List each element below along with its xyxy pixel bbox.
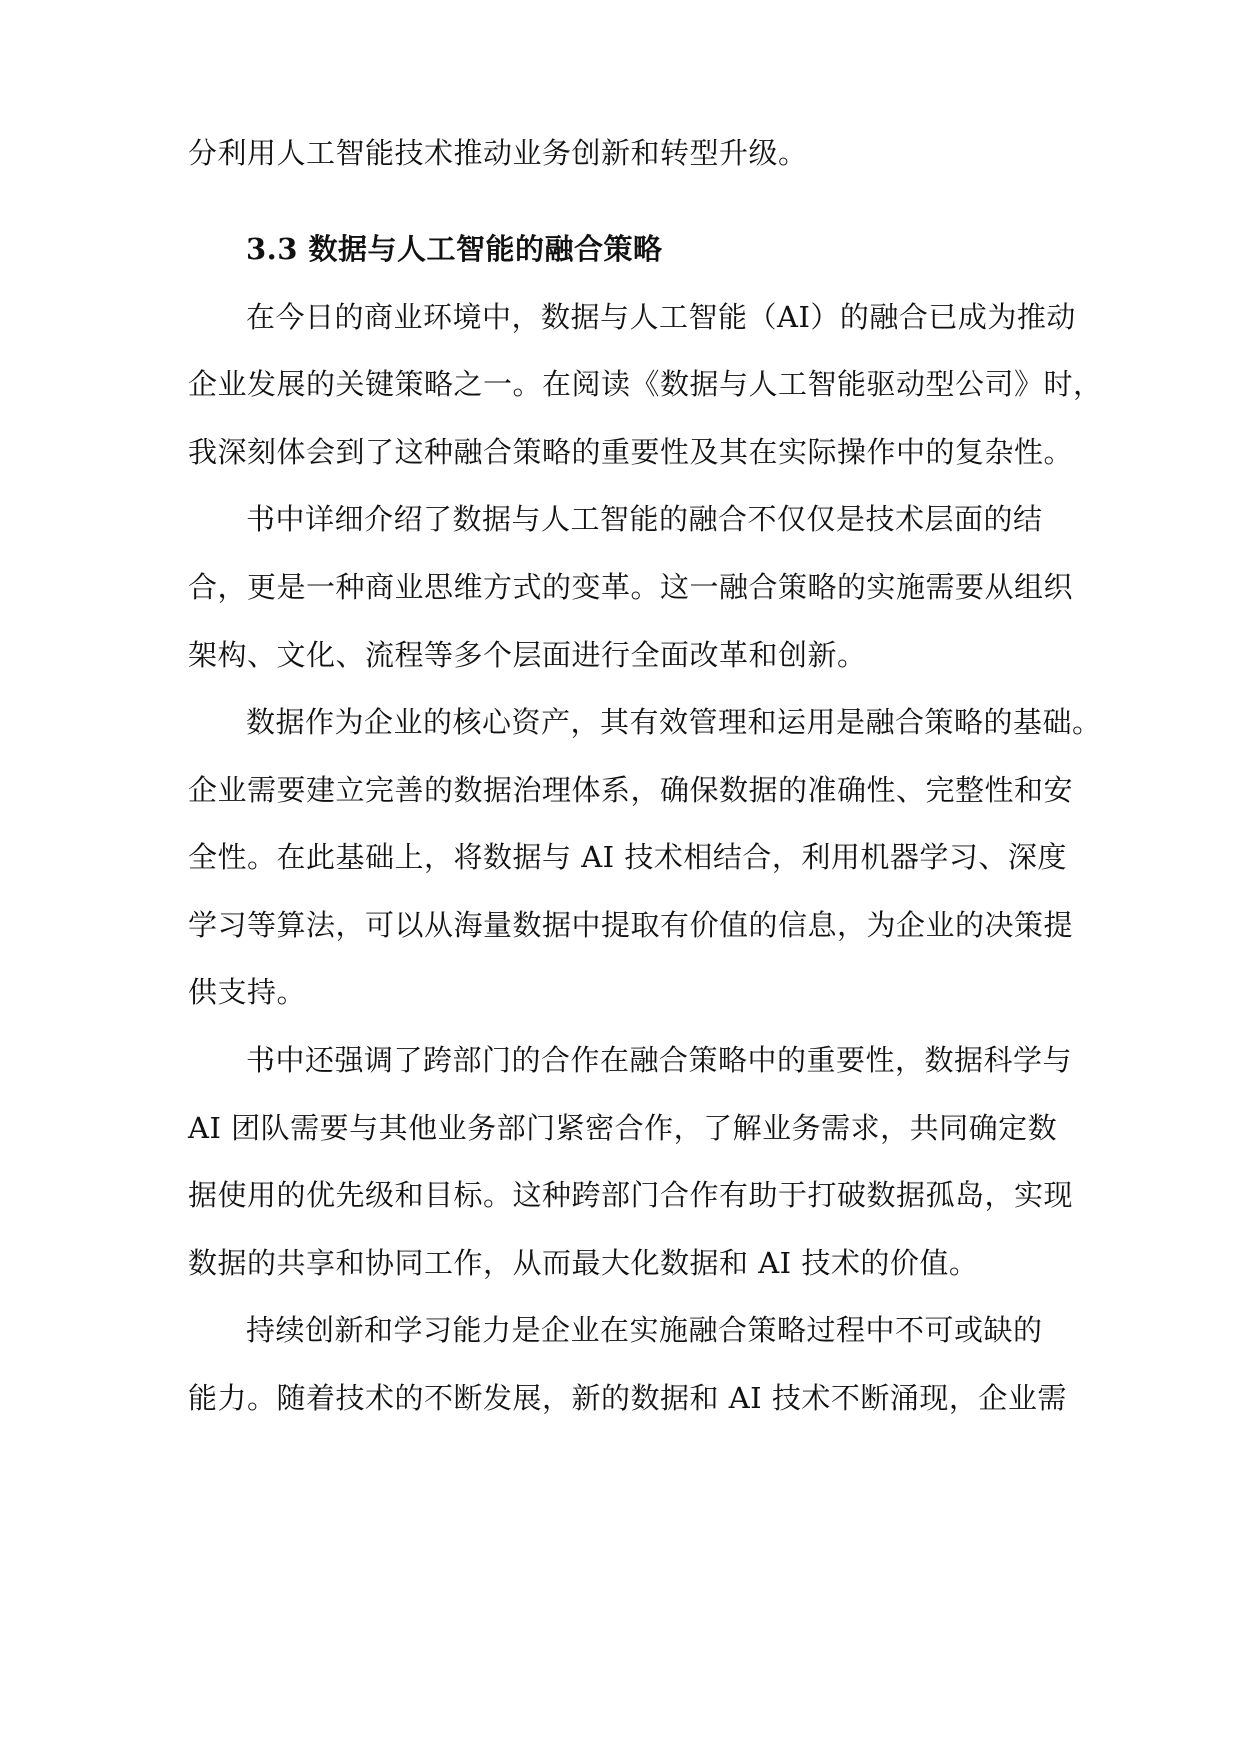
paragraph-line: 我深刻体会到了这种融合策略的重要性及其在实际操作中的复杂性。 (188, 435, 1074, 469)
paragraph-line: 合，更是一种商业思维方式的变革。这一融合策略的实施需要从组织 (188, 570, 1074, 604)
paragraph-line: 架构、文化、流程等多个层面进行全面改革和创新。 (188, 638, 867, 672)
section-heading: 3.3 数据与人工智能的融合策略 (246, 232, 663, 266)
paragraph-line: 能力。随着技术的不断发展，新的数据和 AI 技术不断涌现，企业需 (188, 1381, 1067, 1415)
paragraph-line: 学习等算法，可以从海量数据中提取有价值的信息，为企业的决策提 (188, 908, 1074, 942)
paragraph-line: 全性。在此基础上，将数据与 AI 技术相结合，利用机器学习、深度 (188, 840, 1067, 874)
paragraph-line: 书中还强调了跨部门的合作在融合策略中的重要性，数据科学与 (246, 1043, 1073, 1077)
paragraph-line: AI 团队需要与其他业务部门紧密合作，了解业务需求，共同确定数 (188, 1111, 1058, 1145)
paragraph-line: 供支持。 (188, 975, 307, 1009)
paragraph-line: 企业发展的关键策略之一。在阅读《数据与人工智能驱动型公司》时， (188, 367, 1103, 401)
paragraph-line: 数据作为企业的核心资产，其有效管理和运用是融合策略的基础。 (246, 705, 1102, 739)
paragraph-line: 持续创新和学习能力是企业在实施融合策略过程中不可或缺的 (246, 1313, 1043, 1347)
paragraph-line: 据使用的优先级和目标。这种跨部门合作有助于打破数据孤岛，实现 (188, 1178, 1074, 1212)
paragraph-line: 企业需要建立完善的数据治理体系，确保数据的准确性、完整性和安 (188, 773, 1074, 807)
paragraph-line: 数据的共享和协同工作，从而最大化数据和 AI 技术的价值。 (188, 1246, 979, 1280)
paragraph-line: 分利用人工智能技术推动业务创新和转型升级。 (188, 136, 808, 170)
paragraph-line: 书中详细介绍了数据与人工智能的融合不仅仅是技术层面的结 (246, 502, 1043, 536)
paragraph-line: 在今日的商业环境中，数据与人工智能（AI）的融合已成为推动 (246, 300, 1076, 334)
